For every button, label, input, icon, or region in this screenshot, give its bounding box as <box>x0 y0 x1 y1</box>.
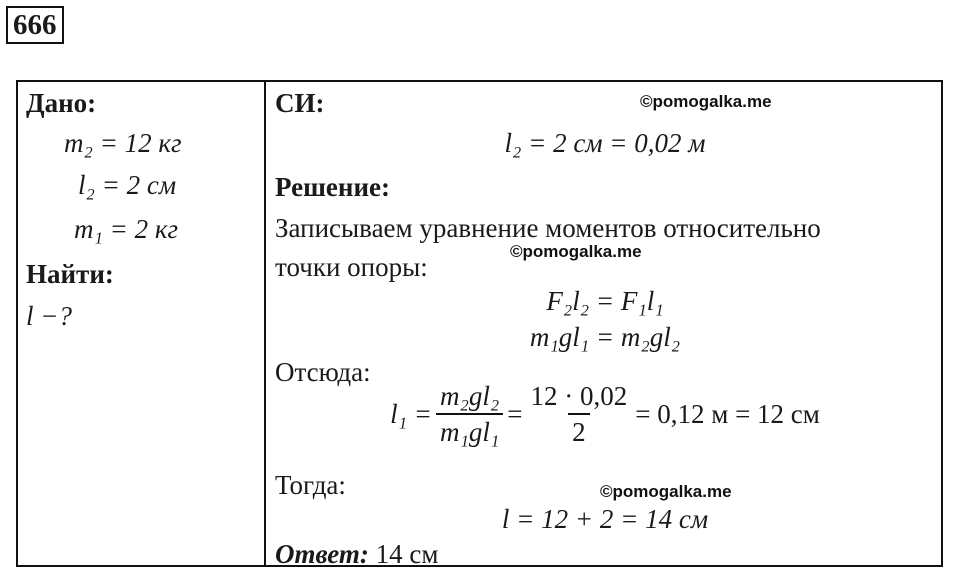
answer-line <box>275 541 438 568</box>
equation-masses: m₁gl₁ = m₂gl₂ <box>529 322 681 352</box>
fraction-symbolic-denominator: m₁gl₁ <box>436 413 503 446</box>
equation-result-rhs: = 0,12 м = 12 см <box>635 399 820 429</box>
fraction-numeric-denominator: 2 <box>568 413 590 446</box>
answer-label: Ответ: <box>275 539 369 569</box>
watermark-bottom: ©pomogalka.me <box>600 482 732 501</box>
fraction-numeric <box>527 383 632 446</box>
equation-total-length: l = 12 + 2 = 14 см <box>501 504 709 534</box>
fraction-symbolic <box>436 383 503 446</box>
given-line-m2: m₂ = 12 кг <box>64 128 182 158</box>
fraction-numeric-numerator: 12 · 0,02 <box>530 381 628 411</box>
find-header: Найти: <box>26 259 114 289</box>
solution-text-1: Записываем уравнение моментов относительно <box>275 213 821 243</box>
equation-result-lhs: l₁ = <box>390 399 432 429</box>
problem-number: 666 <box>6 6 64 44</box>
equation-result-equals: = <box>507 399 523 429</box>
equation-moments: F₂l₂ = F₁l₁ <box>546 286 664 316</box>
given-line-l2: l₂ = 2 см <box>78 170 177 200</box>
answer-value: 14 см <box>375 539 439 569</box>
watermark-middle: ©pomogalka.me <box>510 242 642 261</box>
given-line-m1: m₁ = 2 кг <box>74 214 179 244</box>
equation-result <box>270 383 940 446</box>
solution-text-2: точки опоры: <box>275 252 428 282</box>
fraction-symbolic-numerator: m₂gl₂ <box>439 381 500 411</box>
si-header: СИ: <box>275 88 325 118</box>
then-label: Тогда: <box>275 470 346 500</box>
solution-header: Решение: <box>275 172 390 202</box>
hence-label: Отсюда: <box>275 357 371 387</box>
given-header: Дано: <box>26 88 97 118</box>
si-line: l₂ = 2 см = 0,02 м <box>504 128 706 158</box>
watermark-top: ©pomogalka.me <box>640 92 772 111</box>
find-line: l −? <box>26 301 72 331</box>
column-divider <box>264 80 266 567</box>
